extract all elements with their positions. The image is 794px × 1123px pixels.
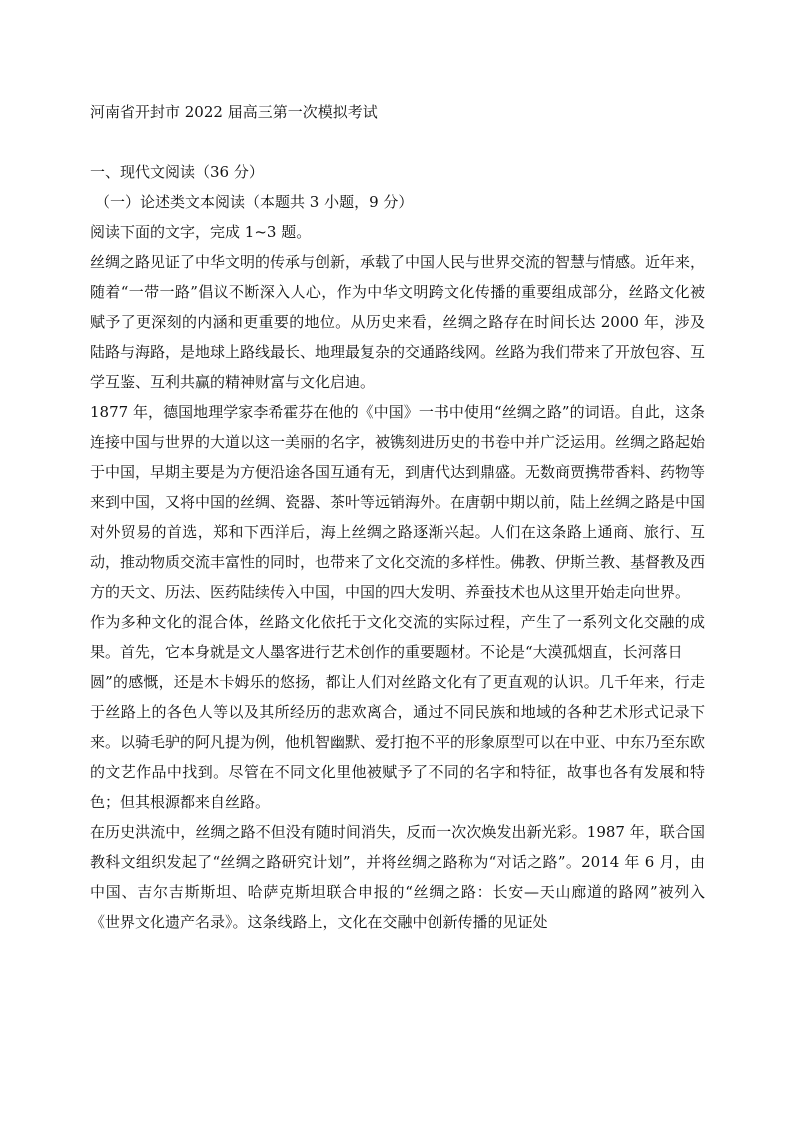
passage-paragraph-5: 在历史洪流中，丝绸之路不但没有随时间消失，反而一次次焕发出新光彩。1987 年，联合国教科文组织发起了“丝绸之路研究计划”，并将丝绸之路称为“对话之路”。2014 年 6 月，由中国、吉尔吉斯斯坦、哈萨克斯坦联合申报的“丝绸之路：长安—天山廊道的路网”被列入《世界文化遗产名录》。这条线路上，文化在交融中创新传播的见证处 (90, 823, 705, 931)
passage-paragraph-3: 作为多种文化的混合体，丝路文化依托于文化交流的实际过程，产生了一系列文化交融的成果。首先，它本身就是文人墨客进行艺术创作的重要题材。不论是“大漠孤烟直，长河落日 (90, 613, 705, 661)
reading-instruction: 阅读下面的文字，完成 1~3 题。 (90, 223, 312, 241)
subsection-heading: （一）论述类文本阅读（本题共 3 小题，9 分） (95, 193, 414, 211)
passage-body (90, 247, 705, 937)
passage-paragraph-2: 1877 年，德国地理学家李希霍芬在他的《中国》一书中使用“丝绸之路”的词语。自此，这条连接中国与世界的大道以这一美丽的名字，被镌刻进历史的书卷中并广泛运用。丝绸之路起始于中国，早期主要是为方便沿途各国互通有无，到唐代达到鼎盛。无数商贾携带香料、药物等来到中国，又将中国的丝绸、瓷器、茶叶等远销海外。在唐朝中期以前，陆上丝绸之路是中国对外贸易的首选，郑和下西洋后，海上丝绸之路逐渐兴起。人们在这条路上通商、旅行、互动，推动物质交流丰富性的同时，也带来了文化交流的多样性。佛教、伊斯兰教、基督教及西方的天文、历法、医药陆续传入中国，中国的四大发明、养蚕技术也从这里开始走向世界。 (90, 403, 706, 601)
passage-paragraph-4: 圆”的感慨，还是木卡姆乐的悠扬，都让人们对丝路文化有了更直观的认识。几千年来，行走于丝路上的各色人等以及其所经历的悲欢离合，通过不同民族和地域的各种艺术形式记录下来。以骑毛驴的阿凡提为例，他机智幽默、爱打抱不平的形象原型可以在中亚、中东乃至东欧的文艺作品中找到。尽管在不同文化里他被赋予了不同的名字和特征，故事也各有发展和特色；但其根源都来自丝路。 (90, 673, 706, 811)
section-heading: 一、现代文阅读（36 分） (90, 163, 264, 181)
document-title: 河南省开封市 2022 届高三第一次模拟考试 (90, 103, 378, 121)
passage-paragraph-1: 丝绸之路见证了中华文明的传承与创新，承载了中国人民与世界交流的智慧与情感。近年来，随着“一带一路”倡议不断深入人心，作为中华文明跨文化传播的重要组成部分，丝路文化被赋予了更深刻的内涵和更重要的地位。从历史来看，丝绸之路存在时间长达 2000 年，涉及陆路与海路，是地球上路线最长、地理最复杂的交通路线网。丝路为我们带来了开放包容、互学互鉴、互利共赢的精神财富与文化启迪。 (90, 253, 706, 391)
